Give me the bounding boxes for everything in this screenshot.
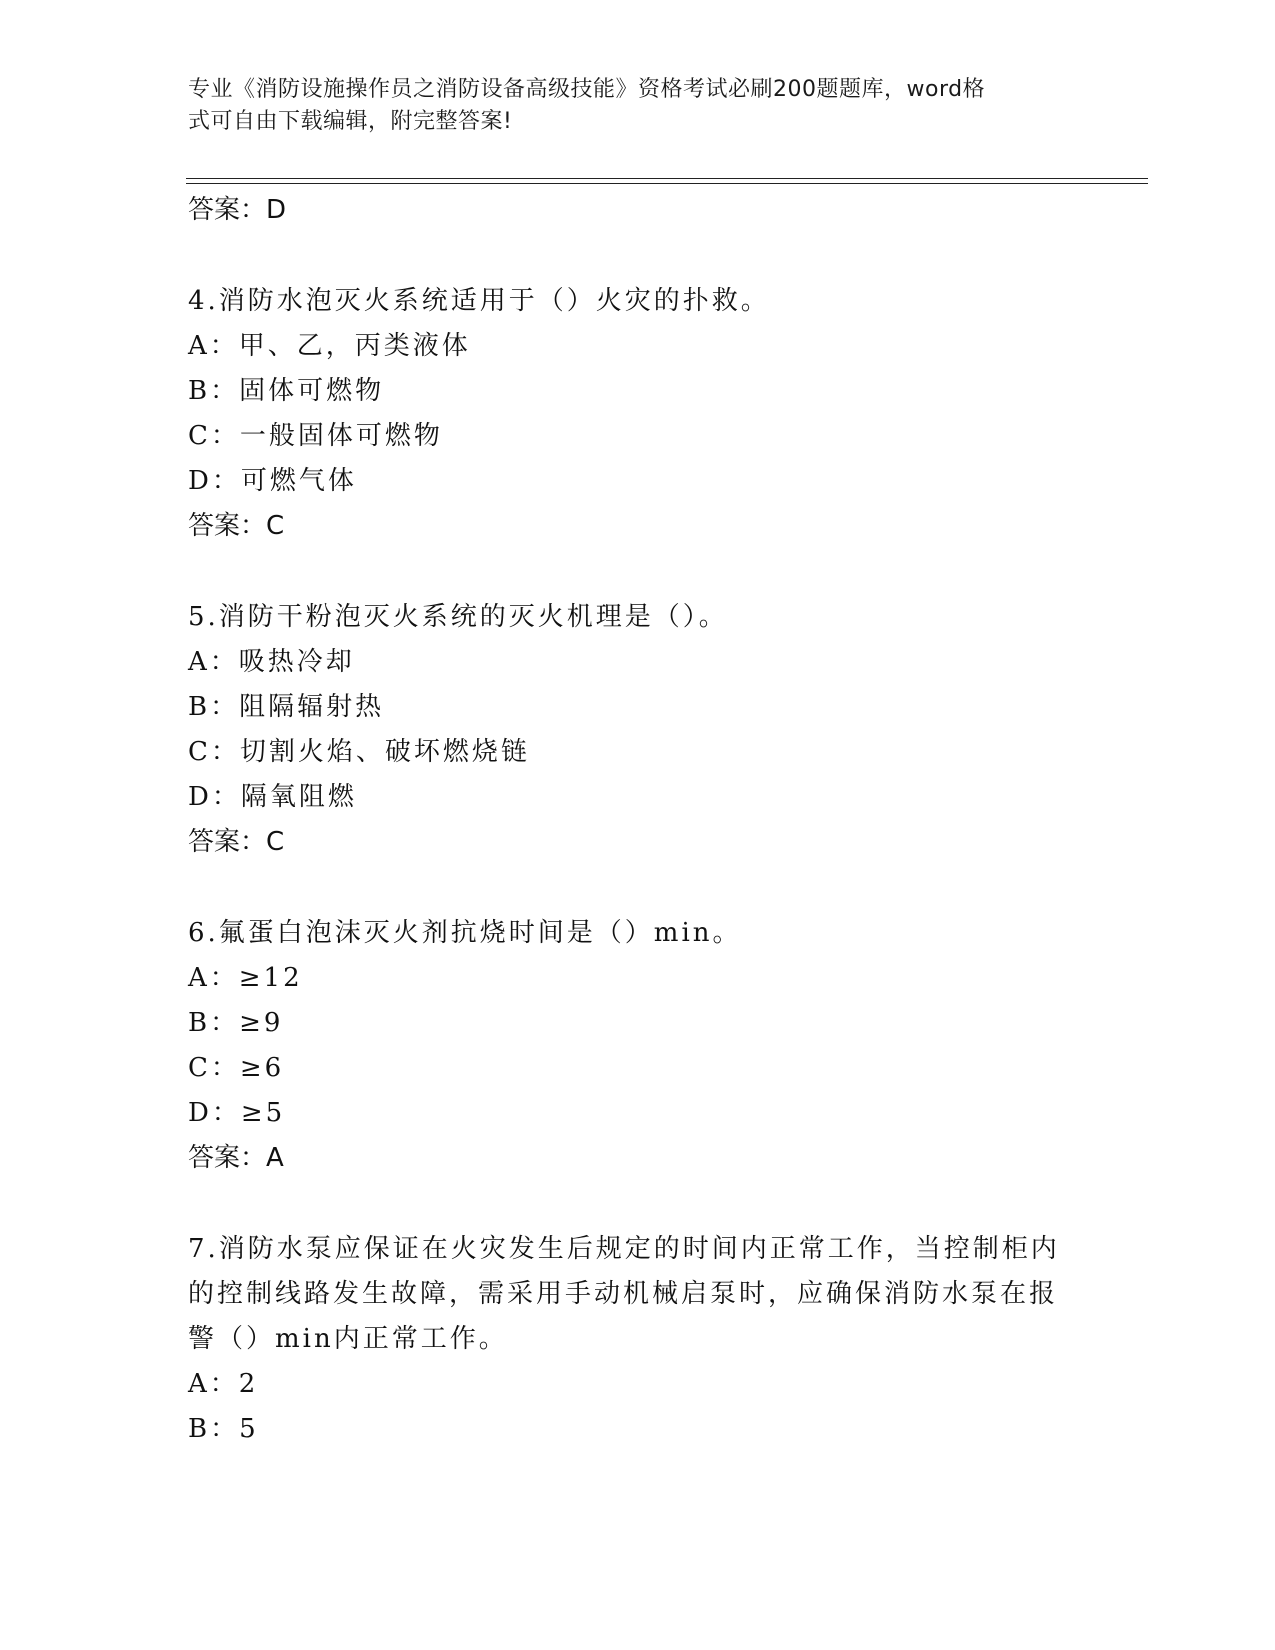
option-a: A：≥12 — [188, 963, 303, 993]
question-stem: 4.消防水泡灭火系统适用于（）火灾的扑救。 — [188, 286, 770, 316]
question-7 — [188, 1227, 1068, 1452]
question-stem: 6.氟蛋白泡沫灭火剂抗烧时间是（）min。 — [188, 918, 742, 948]
header-line-1: 专业《消防设施操作员之消防设备高级技能》资格考试必刷200题题库，word格 — [188, 77, 986, 102]
option-a: A：甲、乙，丙类液体 — [188, 331, 471, 361]
option-a: A：吸热冷却 — [188, 647, 355, 677]
option-d: D：隔氧阻燃 — [188, 782, 357, 812]
header-divider-bottom — [186, 183, 1148, 184]
option-c: C：切割火焰、破坏燃烧链 — [188, 737, 530, 767]
question-stem: 5.消防干粉泡灭火系统的灭火机理是（）。 — [188, 602, 728, 632]
option-b: B：阻隔辐射热 — [188, 692, 385, 722]
document-header — [188, 74, 1068, 138]
answer-text: 答案：C — [188, 827, 285, 857]
question-stem-line-1: 7.消防水泵应保证在火灾发生后规定的时间内正常工作，当控制柜内 — [188, 1234, 1060, 1264]
header-line-2: 式可自由下载编辑，附完整答案! — [188, 109, 513, 134]
question-stem-line-2: 的控制线路发生故障，需采用手动机械启泵时，应确保消防水泵在报 — [188, 1279, 1059, 1309]
option-b: B：5 — [188, 1414, 259, 1444]
option-c: C：≥6 — [188, 1053, 285, 1083]
header-divider-top — [186, 178, 1148, 179]
answer-text: 答案：C — [188, 511, 285, 541]
option-d: D：≥5 — [188, 1098, 286, 1128]
option-c: C：一般固体可燃物 — [188, 421, 443, 451]
option-b: B：固体可燃物 — [188, 376, 385, 406]
question-6 — [188, 911, 1068, 1181]
question-5 — [188, 595, 1068, 865]
option-a: A：2 — [188, 1369, 259, 1399]
question-stem-line-3: 警（）min内正常工作。 — [188, 1324, 508, 1354]
option-b: B：≥9 — [188, 1008, 284, 1038]
answer-text: 答案：A — [188, 1143, 284, 1173]
question-4 — [188, 279, 1068, 549]
answer-q3: 答案：D — [188, 195, 287, 225]
question-list — [188, 188, 1068, 1452]
option-d: D：可燃气体 — [188, 466, 357, 496]
